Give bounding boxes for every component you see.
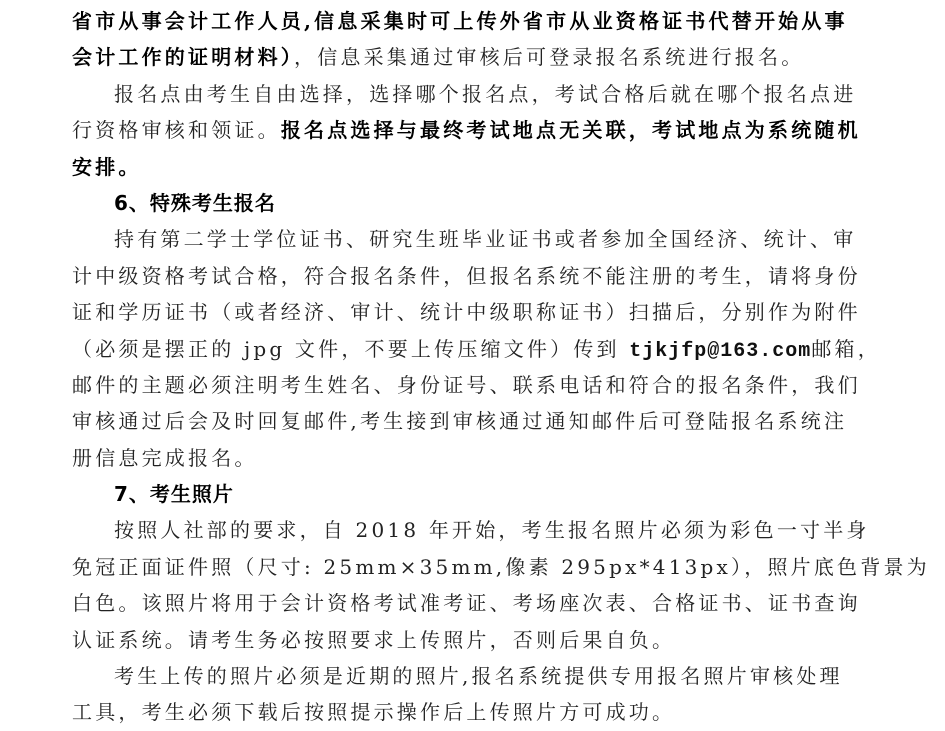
text-line	[72, 149, 792, 185]
text-line	[72, 585, 861, 621]
text-line	[72, 512, 870, 548]
text-line	[72, 694, 792, 730]
text-segment: 考生上传的照片必须是近期的照片,报名系统提供专用报名照片审核处理	[114, 664, 843, 689]
text-segment: 审核通过后会及时回复邮件,考生接到审核通过通知邮件后可登陆报名系统注	[72, 409, 848, 434]
text-segment: 会计工作的证明材料）	[72, 45, 294, 70]
document-body	[72, 3, 930, 731]
text-segment: 白色。该照片将用于会计资格考试准考证、考场座次表、合格证书、证书查询	[72, 591, 861, 616]
text-line	[72, 331, 881, 367]
text-line	[72, 440, 792, 476]
text-segment: 持有第二学士学位证书、研究生班毕业证书或者参加全国经济、统计、审	[114, 227, 857, 252]
text-segment: 计中级资格考试合格，符合报名条件，但报名系统不能注册的考生，请将身份	[72, 263, 861, 288]
text-segment: （必须是摆正的 jpg 文件，不要上传压缩文件）传到	[72, 336, 630, 361]
text-line	[72, 3, 848, 39]
section-heading	[72, 185, 792, 221]
text-segment: 邮箱，	[811, 336, 881, 361]
text-line	[72, 39, 805, 75]
text-line	[72, 403, 848, 439]
text-segment: 免冠正面证件照（尺寸: 25mm×35mm,像素 295px*413px），照片底色背景为	[72, 554, 930, 579]
section-heading	[72, 476, 792, 512]
text-segment: 邮件的主题必须注明考生姓名、身份证号、联系电话和符合的报名条件，我们	[72, 372, 861, 397]
heading-text: 6、特殊考生报名	[114, 190, 276, 215]
text-segment: 行资格审核和领证。	[72, 118, 281, 143]
text-line	[72, 549, 930, 585]
text-line	[72, 221, 857, 257]
text-line	[72, 258, 861, 294]
text-line	[72, 76, 857, 112]
text-line	[72, 112, 861, 148]
text-line	[72, 658, 843, 694]
text-segment: 报名点由考生自由选择，选择哪个报名点，考试合格后就在哪个报名点进	[114, 81, 857, 106]
text-segment: 工具，考生必须下载后按照提示操作后上传照片方可成功。	[72, 700, 676, 725]
text-segment: 省市从事会计工作人员,信息采集时可上传外省市从业资格证书代替开始从事	[72, 9, 848, 33]
text-segment: 认证系统。请考生务必按照要求上传照片，否则后果自负。	[72, 627, 676, 652]
text-segment: ，信息采集通过审核后可登录报名系统进行报名。	[294, 45, 805, 70]
text-segment: 册信息完成报名。	[72, 445, 258, 470]
text-segment: 证和学历证书（或者经济、审计、统计中级职称证书）扫描后，分别作为附件	[72, 300, 861, 325]
text-line	[72, 367, 861, 403]
text-line	[72, 294, 861, 330]
text-segment: 安排。	[72, 154, 142, 179]
text-segment: 按照人社部的要求，自 2018 年开始，考生报名照片必须为彩色一寸半身	[114, 518, 870, 543]
email-address[interactable]: tjkjfp@163.com	[629, 339, 812, 363]
heading-text: 7、考生照片	[114, 482, 234, 507]
text-line	[72, 622, 792, 658]
text-segment: 报名点选择与最终考试地点无关联，考试地点为系统随机	[280, 118, 861, 143]
